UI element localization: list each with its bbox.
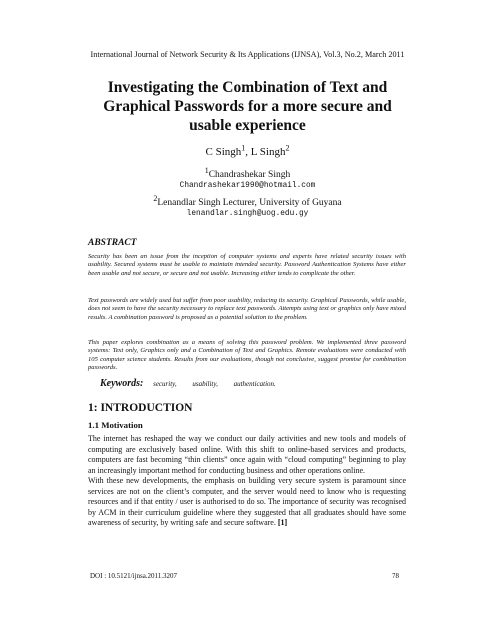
journal-header: International Journal of Network Security & Its Applications (IJNSA), Vol.3, No.2, March 2011 xyxy=(90,50,405,59)
author-line xyxy=(0,143,495,158)
keywords-line xyxy=(100,378,290,389)
keyword-item: usability, xyxy=(192,380,218,388)
keyword-item: security, xyxy=(153,380,177,388)
email-1: Chandrashekar1990@hotmail.com xyxy=(179,182,316,190)
affiliation-2 xyxy=(0,193,495,208)
page-number: 78 xyxy=(392,572,399,580)
keywords-label: Keywords: xyxy=(100,378,144,389)
author-2-affiliation-marker: 2 xyxy=(285,143,290,153)
body-paragraph-2 xyxy=(88,476,406,529)
abstract-heading: ABSTRACT xyxy=(88,238,137,248)
affiliation-1-marker: 1 xyxy=(204,165,209,175)
title-line-3: usable experience xyxy=(189,117,306,134)
title-line-2: Graphical Passwords for a more secure and xyxy=(103,98,392,115)
author-2: L Singh xyxy=(250,146,286,158)
affiliation-1-name: Chandrashekar Singh xyxy=(208,170,291,180)
author-1: C Singh xyxy=(205,146,242,158)
abstract-paragraph-1: Security has been an issue from the inception of computer systems and experts have related security issues with usability. Secured systems must be usable to maintain intended security. Password Authentication Systems have either been usable and not secure, or secure and not usable. Increasing either tends to complicate the other. xyxy=(88,253,406,277)
author-separator: , xyxy=(245,146,251,158)
author-1-affiliation-marker: 1 xyxy=(241,143,246,153)
keyword-item: authentication. xyxy=(233,380,276,388)
paper-title xyxy=(70,78,425,135)
subsection-heading: 1.1 Motivation xyxy=(88,420,143,430)
body-paragraph-2-text: With these new developments, the emphasis on building very secure system is paramount since services are not on the client’s computer, and the server would need to know who is requesting resources and if that entity / user is authorised to do so. The importance of security was recognised by ACM in their curriculum guideline where they suggested that all graduates should have some awareness of security, by writing safe and secure software. xyxy=(88,476,406,527)
affiliation-2-name: Lenandlar Singh Lecturer, University of Guyana xyxy=(157,198,342,208)
citation-reference: [1] xyxy=(277,518,288,527)
abstract-paragraph-3: This paper explores combination as a means of solving this password problem. We implemented three password systems: Text only, Graphics only and a Combination of Text and Graphics. Remote evaluations were conducted with 105 computer science students. Results from our evaluations, though not conclusive, suggest promise for combination passwords. xyxy=(88,339,406,372)
affiliation-1 xyxy=(0,165,495,180)
abstract-paragraph-2: Text passwords are widely used but suffer from poor usability, reducing its security. Graphical Passwords, while usable, does not seem to have the security necessary to replace text passwords. Attempts using text or graphics only have mixed results. A combination password is proposed as a potential solution to the problem. xyxy=(88,297,406,321)
email-2: lenandlar.singh@uog.edu.gy xyxy=(186,210,309,218)
body-paragraph-1: The internet has reshaped the way we conduct our daily activities and new tools and models of computing are exclusively based online. With this shift to online-based services and products, computers are fast becoming “thin clients” once again with “cloud computing” beginning to play an increasingly important method for conducting business and other operations online. xyxy=(88,434,406,475)
section-heading: 1: INTRODUCTION xyxy=(88,402,193,414)
doi-footer: DOI : 10.5121/ijnsa.2011.3207 xyxy=(90,572,178,580)
title-line-1: Investigating the Combination of Text and xyxy=(107,79,388,96)
affiliation-2-marker: 2 xyxy=(153,193,158,203)
